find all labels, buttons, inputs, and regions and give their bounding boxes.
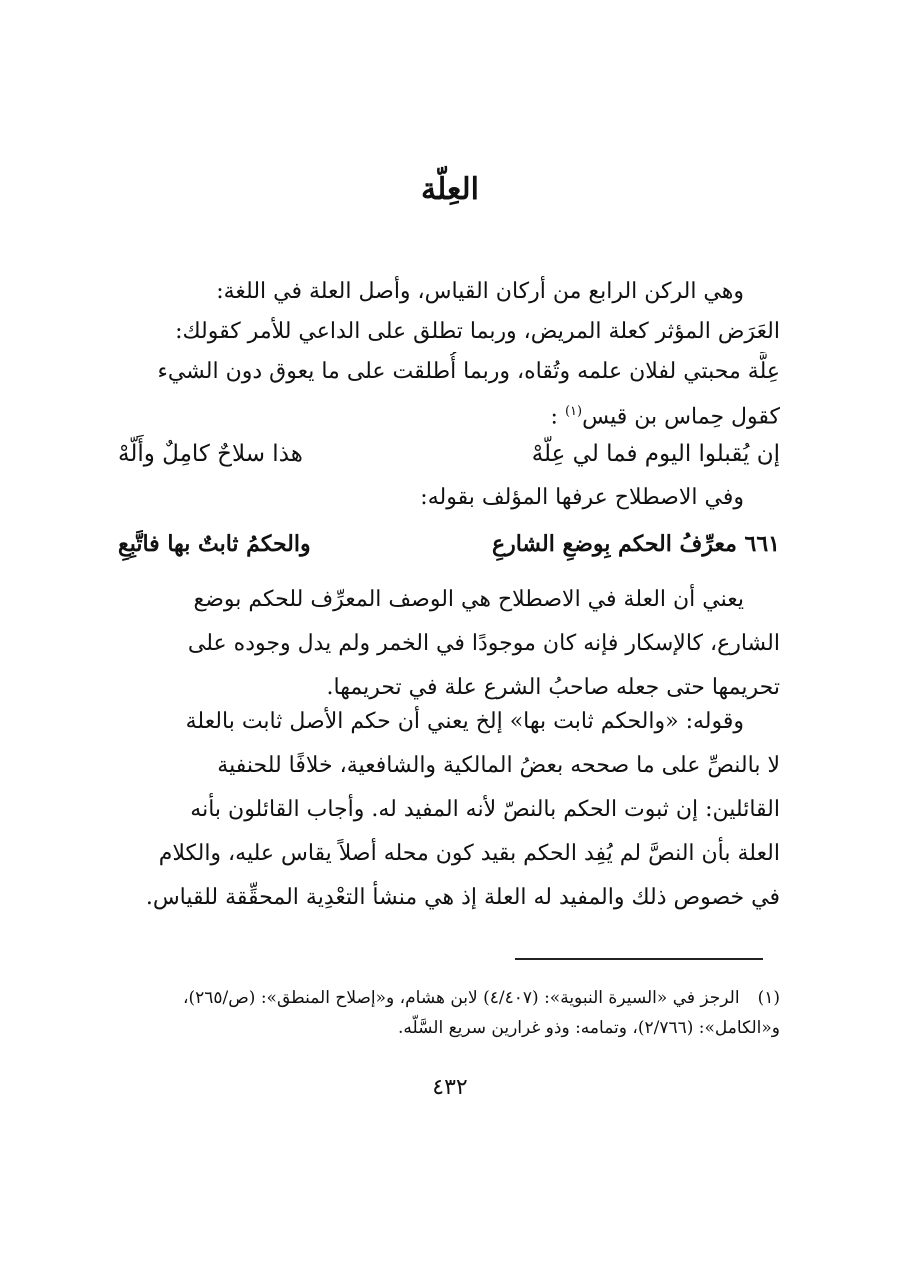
explanation-line-1: يعني أن العلة في الاصطلاح هي الوصف المعرِّف للحكم بوضع	[193, 587, 744, 612]
poem-left-hemistich: هذا سلاحٌ كامِلٌ وأَلّهْ	[118, 441, 303, 467]
footnotes-section	[118, 983, 780, 1043]
chapter-title: العِلّة	[421, 172, 479, 207]
poem-row	[118, 432, 780, 476]
matn-verse-right	[492, 522, 780, 566]
commentary-paragraph	[118, 700, 780, 920]
page-number: ٤٣٢	[432, 1075, 468, 1100]
explanation-line-2: الشارع، كالإسكار فإنه كان موجودًا في الخمر ولم يدل وجوده على	[187, 631, 780, 656]
verse-right-hemistich: معرِّفُ الحكم بِوضعِ الشارعِ	[491, 531, 737, 557]
commentary-line-5: في خصوص ذلك والمفيد له العلة إذ هي منشأ التعْدِية المحقِّقة للقياس.	[145, 885, 780, 910]
verse-left-hemistich: والحكمُ ثابتٌ بها فاتَّبِعِ	[118, 531, 311, 557]
intro-paragraph	[118, 272, 780, 432]
explanation-line-3: تحريمها حتى جعله صاحبُ الشرع علة في تحريمها.	[326, 675, 780, 700]
verse-number: ٦٦١	[744, 531, 780, 557]
footnote-line-2: و«الكامل»: (٢/٧٦٦)، وتمامه: وذو غرارين سريع السَّلّه.	[397, 1018, 780, 1038]
matn-verse-row	[118, 522, 780, 566]
footnote-reference[interactable]: (١)	[564, 404, 583, 419]
commentary-line-3: القائلين: إن ثبوت الحكم بالنصّ لأنه المفيد له. وأجاب القائلون بأنه	[190, 797, 780, 822]
footnote-separator	[515, 958, 763, 960]
intro-line-2: العَرَض المؤثر كعلة المريض، وربما تطلق على الداعي للأمر كقولك:	[175, 319, 780, 344]
footnote-line-1: الرجز في «السيرة النبوية»: (٤/٤٠٧) لابن هشام، و«إصلاح المنطق»: (ص/٢٦٥)،	[182, 988, 740, 1008]
commentary-line-2: لا بالنصِّ على ما صححه بعضُ المالكية والشافعية، خلافًا للحنفية	[217, 753, 780, 778]
footnote-number: (١)	[757, 988, 780, 1008]
matn-verse	[118, 522, 780, 566]
intro-line-4	[118, 392, 780, 432]
intro-colon: :	[550, 404, 558, 430]
intro-line-1: وهي الركن الرابع من أركان القياس، وأصل العلة في اللغة:	[216, 279, 744, 304]
explanation-paragraph	[118, 578, 780, 710]
lead-in-paragraph	[118, 478, 780, 518]
poem-line	[118, 432, 780, 476]
lead-in-line: وفي الاصطلاح عرفها المؤلف بقوله:	[420, 485, 744, 510]
commentary-line-1: وقوله: «والحكم ثابت بها» إلخ يعني أن حكم الأصل ثابت بالعلة	[185, 709, 744, 734]
intro-line-4-text: كقول حِماس بن قيس	[582, 404, 780, 430]
intro-line-3: عِلَّة محبتي لفلان علمه وتُقاه، وربما أُطلقت على ما يعوق دون الشيء	[157, 359, 780, 384]
commentary-line-4: العلة بأن النصَّ لم يُفِد الحكم بقيد كون محله أصلاً يقاس عليه، والكلام	[158, 841, 780, 866]
footnote-1	[118, 983, 780, 1013]
poem-right-hemistich: إن يُقبلوا اليوم فما لي عِلّهْ	[531, 441, 780, 467]
